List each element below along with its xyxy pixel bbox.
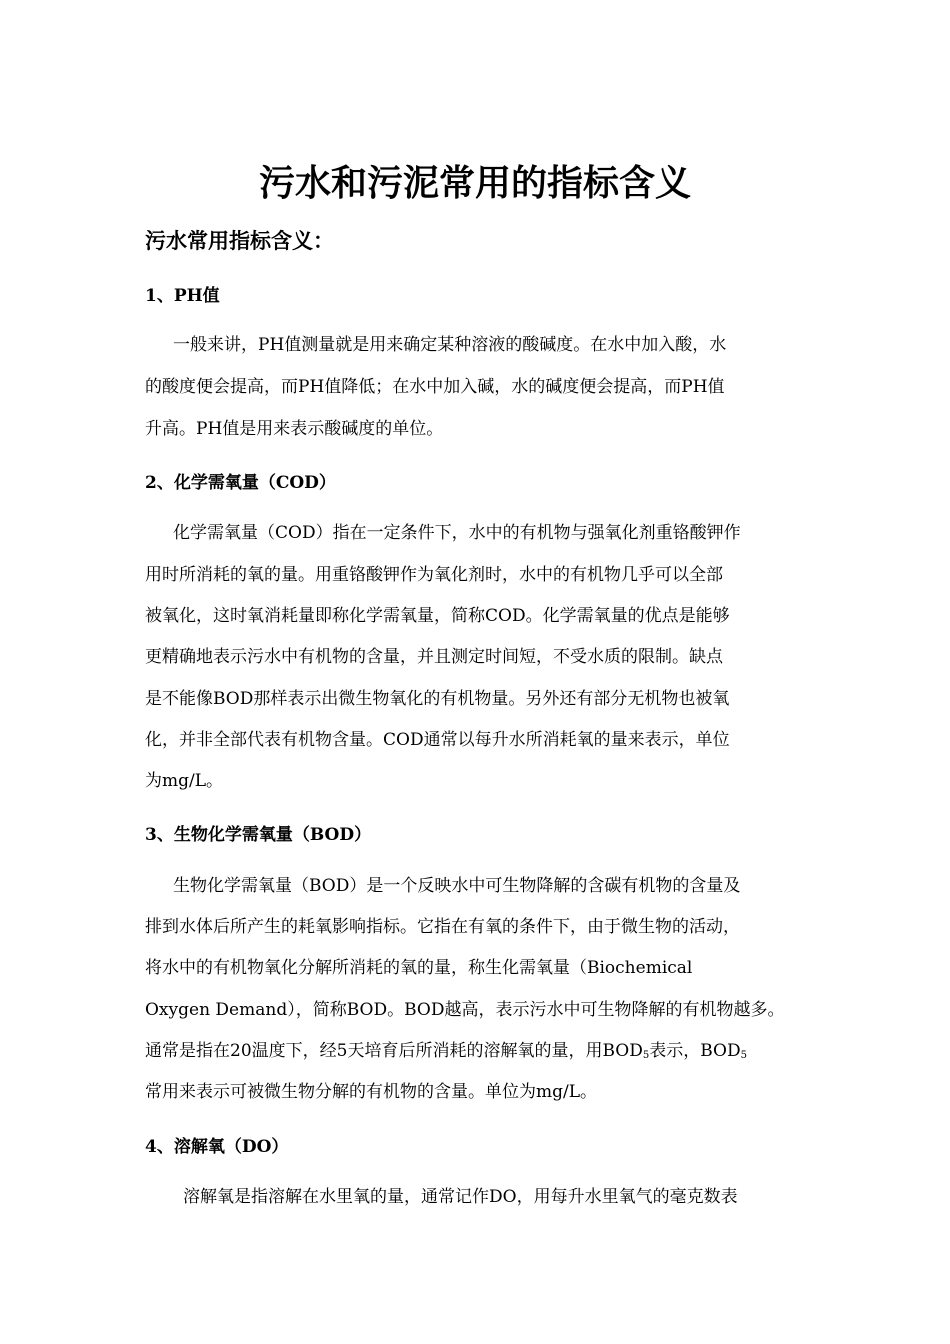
text-run: 通常是指在20温度下，经5天培育后所消耗的溶解氧的量，用BOD (145, 1041, 643, 1061)
subscript: 5 (642, 1050, 650, 1061)
paragraph-line: Oxygen Demand），简称BOD。BOD越高，表示污水中可生物降解的有机物越多。 (145, 1000, 785, 1020)
page-title: 污水和污泥常用的指标含义 (258, 162, 691, 204)
paragraph-line: 溶解氧是指溶解在水里氧的量，通常记作DO，用每升水里氧气的毫克数表 (183, 1187, 738, 1207)
item-heading-cod: 2、化学需氧量（COD） (145, 473, 336, 493)
paragraph-line: 用时所消耗的氧的量。用重铬酸钾作为氧化剂时，水中的有机物几乎可以全部 (145, 565, 723, 585)
paragraph-line: 为mg/L。 (145, 771, 224, 791)
paragraph-line: 被氧化，这时氧消耗量即称化学需氧量，简称COD。化学需氧量的优点是能够 (145, 606, 730, 626)
paragraph-line: 生物化学需氧量（BOD）是一个反映水中可生物降解的含碳有机物的含量及 (173, 876, 741, 896)
item-heading-bod: 3、生物化学需氧量（BOD） (145, 825, 372, 845)
paragraph-line: 更精确地表示污水中有机物的含量，并且测定时间短，不受水质的限制。缺点 (145, 647, 723, 667)
paragraph-line: 将水中的有机物氧化分解所消耗的氧的量，称生化需氧量（Biochemical (145, 958, 693, 978)
section-heading: 污水常用指标含义： (145, 228, 334, 253)
paragraph-line: 化，并非全部代表有机物含量。COD通常以每升水所消耗氧的量来表示，单位 (145, 730, 730, 750)
item-heading-do: 4、溶解氧（DO） (145, 1137, 289, 1157)
paragraph-line: 化学需氧量（COD）指在一定条件下，水中的有机物与强氧化剂重铬酸钾作 (173, 523, 741, 543)
paragraph-line-bod5 (145, 1038, 747, 1069)
text-run: 表示，BOD (649, 1041, 741, 1061)
paragraph-line: 一般来讲，PH值测量就是用来确定某种溶液的酸碱度。在水中加入酸，水 (173, 335, 727, 355)
paragraph-line: 常用来表示可被微生物分解的有机物的含量。单位为mg/L。 (145, 1082, 598, 1102)
paragraph-line: 排到水体后所产生的耗氧影响指标。它指在有氧的条件下，由于微生物的活动， (145, 917, 740, 937)
paragraph-line: 是不能像BOD那样表示出微生物氧化的有机物量。另外还有部分无机物也被氧 (145, 689, 730, 709)
subscript: 5 (740, 1050, 747, 1061)
item-heading-ph: 1、PH值 (145, 286, 220, 306)
paragraph-line: 升高。PH值是用来表示酸碱度的单位。 (145, 419, 444, 439)
paragraph-line: 的酸度便会提高，而PH值降低；在水中加入碱，水的碱度便会提高，而PH值 (145, 377, 725, 397)
